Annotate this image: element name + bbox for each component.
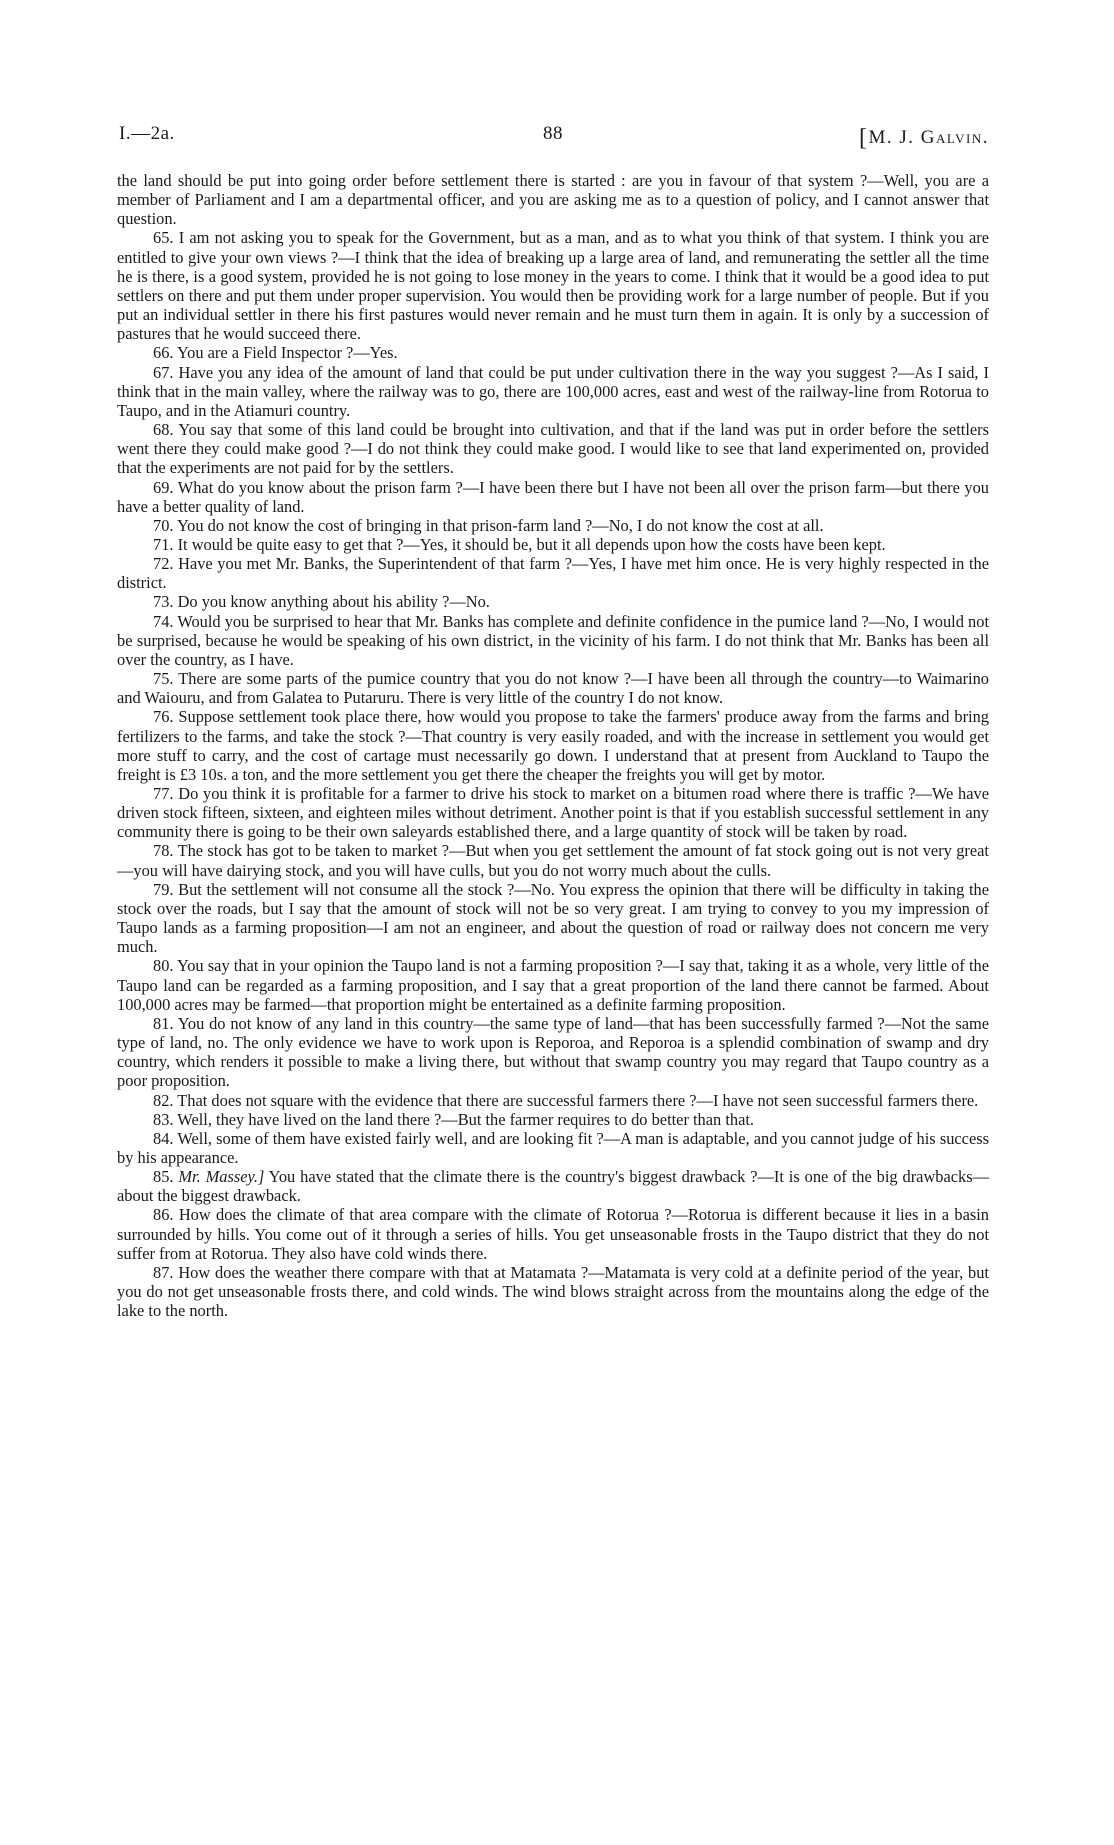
- page-number: 88: [543, 123, 563, 144]
- paragraph: 83. Well, they have lived on the land there ?—But the farmer requires to do better than that.: [153, 1109, 754, 1129]
- paragraph: 69. What do you know about the prison farm ?—I have been there but I have not been all over the prison farm—but there you have a better quality of land.: [117, 477, 989, 516]
- paragraph: 82. That does not square with the evidence that there are successful farmers there ?—I have not seen successful farmers there.: [153, 1090, 979, 1110]
- witness-name: [859, 123, 989, 150]
- paragraph-text: You have stated that the climate there is the country's biggest drawback ?—It is one of the big drawbacks—about the biggest drawback.: [117, 1167, 989, 1206]
- paragraph: 70. You do not know the cost of bringing in that prison-farm land ?—No, I do not know the cost at all.: [153, 515, 824, 535]
- paragraph: 66. You are a Field Inspector ?—Yes.: [153, 343, 398, 363]
- document-page: [117, 118, 989, 1320]
- paragraph: 73. Do you know anything about his ability ?—No.: [153, 592, 490, 612]
- header-bracket: [: [858, 125, 869, 151]
- paragraph: 75. There are some parts of the pumice country that you do not know ?—I have been all through the country—to Waimarino and Waiouru, and from Galatea to Putaruru. There is very little of the country I do not know.: [117, 669, 989, 708]
- paragraph: 86. How does the climate of that area compare with the climate of Rotorua ?—Rotorua is different because it lies in a basin surrounded by hills. You come out of it through a series of hills. You get unseasonable frosts in the Taupo district that they do not suffer from at Rotorua. They also have cold winds there.: [117, 1205, 989, 1263]
- page-header: [117, 118, 989, 154]
- paragraph: 72. Have you met Mr. Banks, the Superintendent of that farm ?—Yes, I have met him once. He is very highly respected in the district.: [117, 554, 989, 593]
- paragraph: 87. How does the weather there compare with that at Matamata ?—Matamata is very cold at a definite period of the year, but you do not get unseasonable frosts there, and cold winds. The wind blows straight across from the mountains along the edge of the lake to the north.: [117, 1262, 989, 1321]
- paragraph: 68. You say that some of this land could be brought into cultivation, and that if the land was put in order before the settlers went there they could make good ?—I do not think they could make good. I would like to see that land experimented on, provided that the experiments are not paid for by the settlers.: [117, 420, 989, 478]
- speaker-name: Mr. Massey.]: [178, 1167, 265, 1187]
- paragraph: 84. Well, some of them have existed fairly well, and are looking fit ?—A man is adaptable, and you cannot judge of his success by his appearance.: [117, 1128, 989, 1167]
- paragraph: 81. You do not know of any land in this country—the same type of land—that has been successfully farmed ?—Not the same type of land, no. The only evidence we have to work upon is Reporoa, and Reporoa is a splendid combination of swamp and dry country, which renders it possible to make a living there, but without that swamp country you may regard that Taupo country as a poor proposition.: [117, 1013, 989, 1091]
- paragraph: 79. But the settlement will not consume all the stock ?—No. You express the opinion that there will be difficulty in taking the stock over the roads, but I say that the amount of stock will not be so very great. I am trying to convey to you my impression of Taupo lands as a farming proposition—I am not an engineer, and about the question of road or railway does not concern me very much.: [117, 879, 989, 957]
- paragraph: 77. Do you think it is profitable for a farmer to drive his stock to market on a bitumen road where there is traffic ?—We have driven stock fifteen, sixteen, and eighteen miles without detriment. Another point is that if you establish successful settlement in any community there is going to be their own saleyards established there, and a large quantity of stock will be taken by road.: [117, 784, 989, 842]
- question-number: 85.: [153, 1167, 174, 1187]
- paragraph: 78. The stock has got to be taken to market ?—But when you get settlement the amount of fat stock going out is not very great—you will have dairying stock, and you will have culls, but you do not worry much about the culls.: [117, 841, 989, 880]
- paragraph: 80. You say that in your opinion the Taupo land is not a farming proposition ?—I say that, taking it as a whole, very little of the Taupo land can be regarded as a farming proposition, and I say that a great proportion of the land there cannot be farmed. About 100,000 acres may be farmed—that proportion might be entertained as a definite farming proposition.: [117, 956, 989, 1014]
- paragraph: 76. Suppose settlement took place there, how would you propose to take the farmers' produce away from the farms and bring fertilizers to the farms, and take the stock ?—That country is very easily roaded, and with the increase in settlement you would get more stuff to carry, and the cost of cartage must necessarily go down. I understand that at present from Auckland to Taupo the freight is £3 10s. a ton, and the more settlement you get there the cheaper the freights you will get by motor.: [117, 707, 989, 784]
- paragraph: 74. Would you be surprised to hear that Mr. Banks has complete and definite confidence in the pumice land ?—No, I would not be surprised, because he would be speaking of his own district, in the vicinity of his farm. I do not think that Mr. Banks has been all over the country, as I have.: [117, 611, 989, 669]
- paragraph: 65. I am not asking you to speak for the Government, but as a man, and as to what you think of that system. I think you are entitled to give your own views ?—I think that the idea of breaking up a large area of land, and remunerating the settler all the time he is there, is a good system, provided he is not going to lose money in the years to come. I think that it would be a good idea to put settlers on there and put them under proper supervision. You would then be providing work for a large number of people. But if you put an individual settler in there his first pastures would never remain and he must turn them in again. It is only by a succession of pastures that he would succeed there.: [117, 228, 989, 344]
- paragraph-speaker: [117, 1167, 989, 1205]
- witness-name-text: M. J. Galvin.: [868, 127, 989, 148]
- document-body: [117, 171, 989, 1320]
- paragraph: the land should be put into going order before settlement there is started : are you in favour of that system ?—Well, you are a member of Parliament and I am a departmental officer, and you are asking me as to a question of policy, and I cannot answer that question.: [117, 171, 989, 229]
- paragraph: 71. It would be quite easy to get that ?—Yes, it should be, but it all depends upon how the costs have been kept.: [153, 534, 886, 554]
- document-reference: I.—2a.: [119, 123, 175, 144]
- paragraph: 67. Have you any idea of the amount of land that could be put under cultivation there in the way you suggest ?—As I said, I think that in the main valley, where the railway was to go, there are 100,000 acres, east and west of the railway-line from Rotorua to Taupo, and in the Atiamuri country.: [117, 362, 989, 420]
